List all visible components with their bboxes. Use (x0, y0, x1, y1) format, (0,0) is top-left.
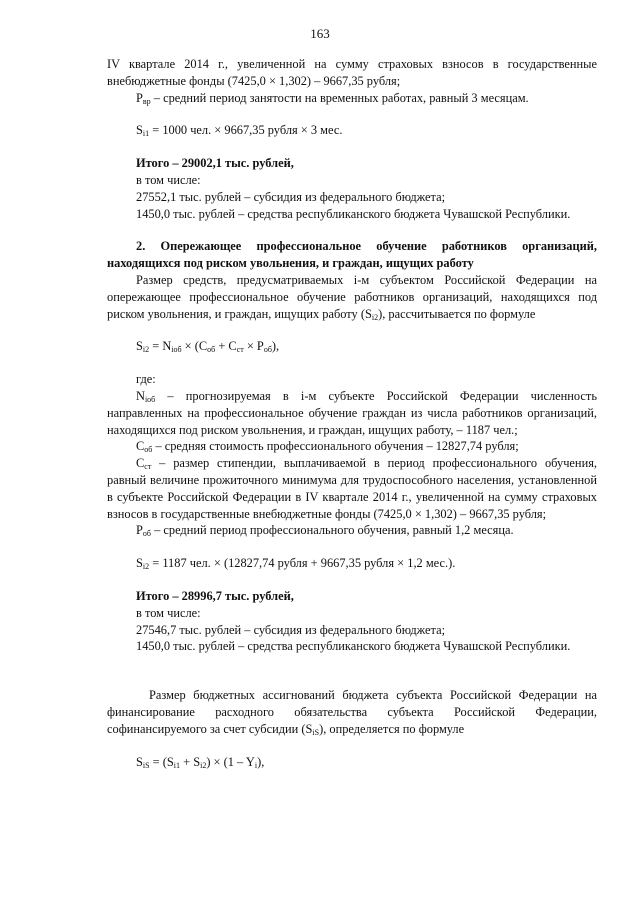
definition-p-ob: $Р_{об}$ – средний период профессионального обучения, равный 1,2 месяца. (136, 523, 514, 539)
section-2-heading: 2. Опережающее профессиональное обучение работников организаций, находящихся под риском увольнения, и граждан, ищущих работу (107, 239, 597, 271)
definition-n-iob: $N_{iоб}$ – прогнозируемая в i-м субъекте Российской Федерации численность направленных на профессиональное обучение граждан из числа работников организаций, находящихся под риском увольнения, и граждан, ищущих работу, – 1187 чел.; (107, 388, 597, 437)
total-1-title: Итого – 29002,1 тыс. рублей, (136, 156, 294, 171)
page-number: 163 (310, 26, 330, 41)
paragraph-stipend-tail: IV квартале 2014 г., увеличенной на сумму страховых взносов в государственные внебюджетные фонды (7425,0 × 1,302) – 9667,35 рубля; (107, 57, 597, 88)
total-2-including: в том числе: (136, 605, 201, 620)
section-2-intro: Размер средств, предусматриваемых i-м субъектом Российской Федерации на опережающее профессиональное обучение работников организаций, находящихся под риском увольнения, и граждан, ищущих работу $(S_{i2})$, рассчитывается по формуле (107, 272, 597, 322)
final-paragraph: Размер бюджетных ассигнований бюджета субъекта Российской Федерации на финансирование расходного обязательства субъекта Российской Федерации, софинансируемого за счет субсидии $(S_{iS})$, определяется по формуле (107, 688, 597, 737)
total-1-including: в том числе: (136, 172, 201, 187)
total-1-federal: 27552,1 тыс. рублей – субсидия из федерального бюджета; (136, 189, 446, 204)
definition-c-ob: $С_{об}$ – средняя стоимость профессионального обучения – 12827,74 рубля; (136, 439, 519, 455)
formula-s-is: $S_{iS} = (S_{i1} + S_{i2}) \times (1 - Y_i)$, (136, 754, 265, 770)
document-body (107, 56, 597, 770)
total-2-title: Итого – 28996,7 тыс. рублей, (136, 588, 294, 603)
total-2-republic: 1450,0 тыс. рублей – средства республиканского бюджета Чувашской Республики. (136, 639, 571, 654)
definition-c-st: $С_{ст}$ – размер стипендии, выплачиваемой в период профессионального обучения, равный величине прожиточного минимума для трудоспособного населения, установленной в субъекте Российской Федерации в IV квартале 2014 г., увеличенной на сумму страховых взносов в государственные внебюджетные фонды (7425,0 × 1,302) – 9667,35 рубля; (107, 456, 597, 521)
total-2-federal: 27546,7 тыс. рублей – субсидия из федерального бюджета; (136, 622, 446, 637)
calculation-s-i2: $S_{i2} = 1187$ чел. × (12827,74 рубля + 9667,35 рубля × 1,2 мес.). (136, 556, 456, 572)
definition-p-vr: $Р_{вр}$ – средний период занятости на временных работах, равный 3 месяцам. (136, 90, 529, 106)
total-1-republic: 1450,0 тыс. рублей – средства республиканского бюджета Чувашской Республики. (136, 206, 571, 221)
where-label: где: (136, 372, 156, 387)
formula-s-i1: $S_{i1} = 1000$ чел. × 9667,35 рубля × 3 мес. (136, 123, 343, 139)
formula-s-i2: $S_{i2} = N_{iоб} \times (С_{об} + С_{ст} \times Р_{об})$, (136, 339, 280, 355)
